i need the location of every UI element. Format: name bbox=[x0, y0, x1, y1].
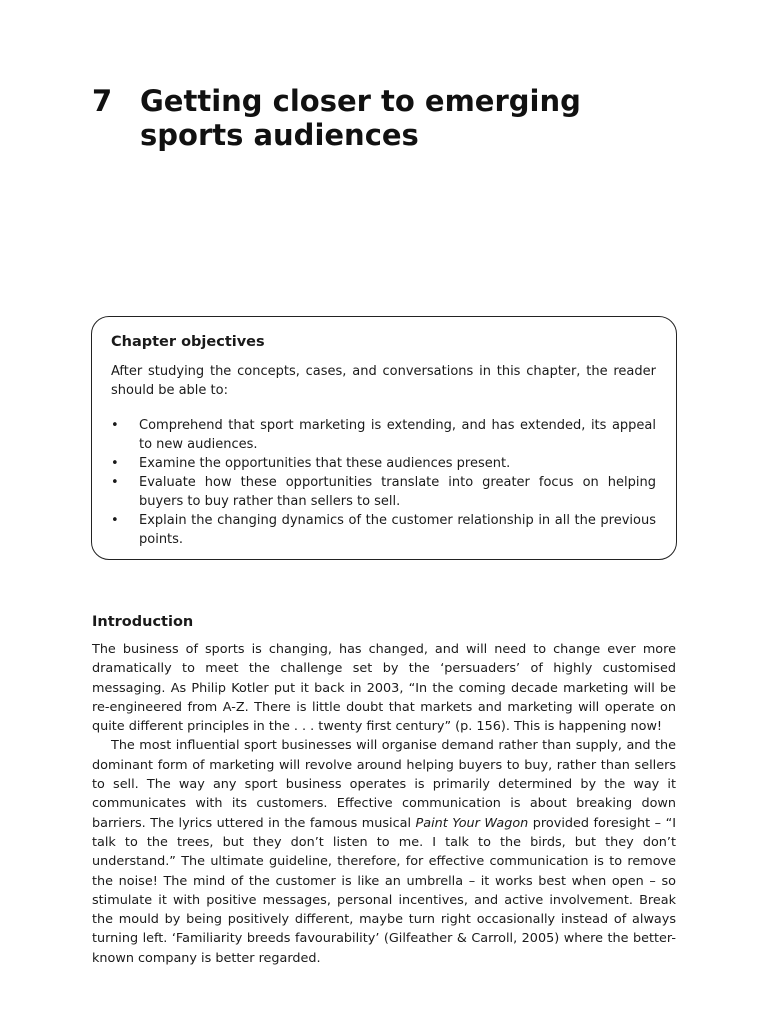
objective-item bbox=[111, 416, 656, 454]
bullet-icon: • bbox=[111, 418, 119, 433]
paragraph bbox=[92, 736, 676, 968]
objective-text: Explain the changing dynamics of the customer relationship in all the previous points. bbox=[139, 513, 656, 547]
paragraph: The business of sports is changing, has changed, and will need to change ever more dramatically to meet the challenge set by the ‘persuaders’ of highly customised messaging. As Philip Kotler put it back in 2003, “In the coming decade marketing will be re-engineered from A-Z. There is little doubt that markets and marketing will operate on quite different principles in the . . . twenty first century” (p. 156). This is happening now! bbox=[92, 642, 676, 735]
musical-title: Paint Your Wagon bbox=[415, 815, 529, 831]
objectives-title: Chapter objectives bbox=[111, 334, 265, 350]
bullet-icon: • bbox=[111, 475, 119, 490]
introduction-body bbox=[92, 640, 676, 968]
objective-text: Comprehend that sport marketing is extending, and has extended, its appeal to new audiences. bbox=[139, 418, 656, 452]
bullet-icon: • bbox=[111, 456, 119, 471]
objective-text: Examine the opportunities that these audiences present. bbox=[139, 456, 511, 471]
chapter-number: 7 bbox=[92, 84, 113, 118]
objective-item bbox=[111, 511, 656, 549]
paragraph-text: The most influential sport businesses will organise demand rather than supply, and the dominant form of marketing will revolve around helping buyers to buy, rather than sellers to sell. The way any sport business operates is primarily determined by the way it communicates with its customers. Effective communication is about breaking down barriers. The lyrics uttered in the famous musical bbox=[92, 738, 676, 831]
bullet-icon: • bbox=[111, 513, 119, 528]
objectives-intro: After studying the concepts, cases, and conversations in this chapter, the reader should be able to: bbox=[111, 364, 656, 398]
paragraph-text: provided foresight – “I talk to the trees, but they don’t listen to me. I talk to the birds, but they don’t understand.” The ultimate guideline, therefore, for effective communication is to remove the noise! The mind of the customer is like an umbrella – it works best when open – so stimulate it with positive messages, personal incentives, and active involvement. Break the mould by being positively different, maybe turn right occasionally instead of always turning left. ‘Familiarity breeds favourability’ (Gilfeather & Carroll, 2005) where the better-known company is better regarded. bbox=[92, 815, 676, 966]
objective-item bbox=[111, 473, 656, 511]
chapter-objectives-box bbox=[91, 316, 677, 560]
chapter-heading bbox=[92, 84, 692, 152]
objectives-list bbox=[111, 416, 656, 549]
objective-text: Evaluate how these opportunities translate into greater focus on helping buyers to buy rather than sellers to sell. bbox=[139, 475, 656, 509]
introduction-heading: Introduction bbox=[92, 614, 194, 630]
objective-item bbox=[111, 454, 656, 473]
chapter-title: Getting closer to emerging sports audiences bbox=[140, 84, 581, 152]
